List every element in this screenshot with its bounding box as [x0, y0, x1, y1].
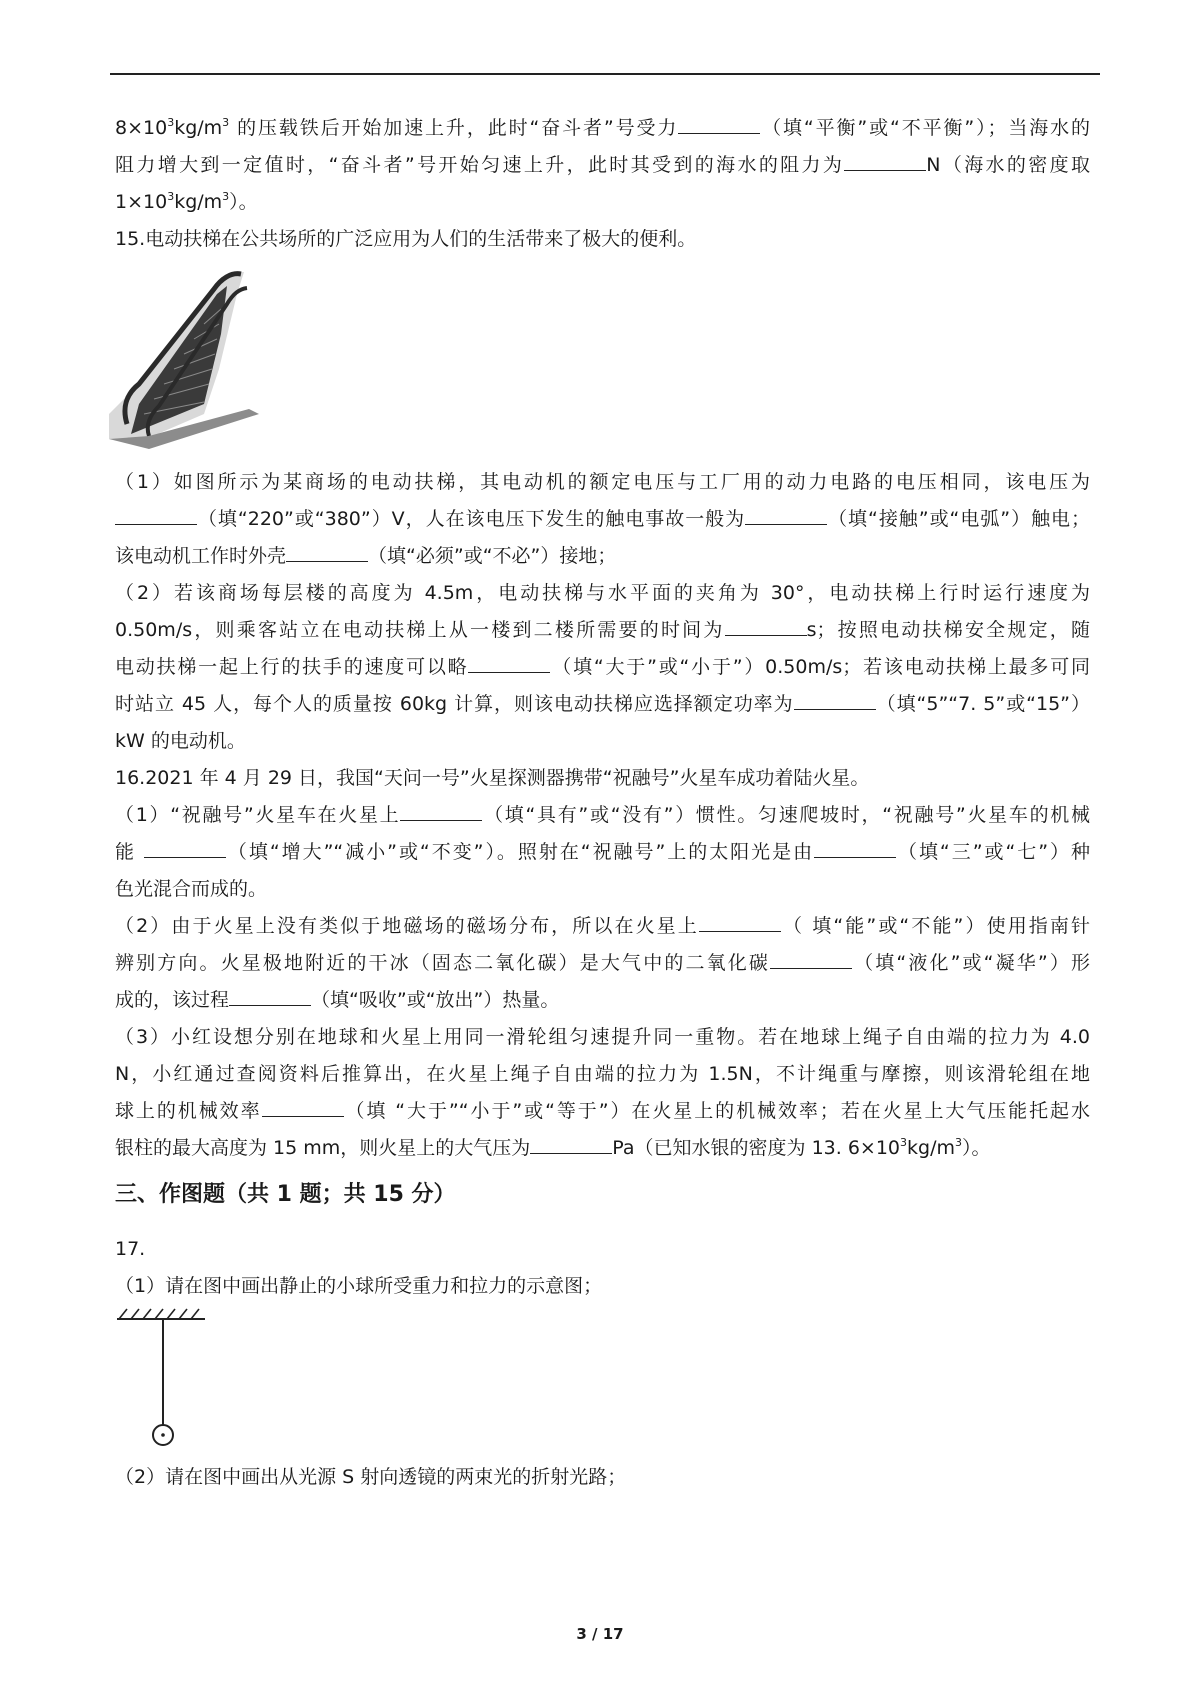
q15-stem: 15.电动扶梯在公共场所的广泛应用为人们的生活带来了极大的便利。 [115, 228, 697, 250]
escalator-image [109, 264, 259, 449]
q16-p2-line-1: （2）由于火星上没有类似于地磁场的磁场分布，所以在火星上 （ 填“能”或“不能”）使用指南针 [115, 908, 1090, 945]
q16-p1-line-1: （1）“祝融号”火星车在火星上 （填“具有”或“没有”）惯性。匀速爬坡时，“祝融号”火星车的机械 [115, 797, 1090, 834]
answer-blank[interactable] [229, 983, 311, 1006]
answer-blank[interactable] [144, 835, 226, 858]
q16-p3-line-3: 球上的机械效率 （填 “大于”“小于”或“等于”）在火星上的机械效率；若在火星上大气压能托起水 [115, 1093, 1090, 1130]
answer-blank[interactable] [699, 909, 781, 932]
answer-blank[interactable] [262, 1094, 344, 1117]
answer-blank[interactable] [530, 1131, 612, 1154]
q16-p3-line-4: 银柱的最大高度为 15 mm，则火星上的大气压为 Pa（已知水银的密度为 13. $6\times 10^3kg/m^3$）。 [115, 1130, 1090, 1167]
q16-p3-line-1: （3）小红设想分别在地球和火星上用同一滑轮组匀速提升同一重物。若在地球上绳子自由端的拉力为 4.0 [115, 1026, 1090, 1048]
answer-blank[interactable] [745, 502, 827, 525]
escalator-figure [109, 264, 1090, 456]
q15-p2-line-1: （2）若该商场每层楼的高度为 4.5m，电动扶梯与水平面的夹角为 30°，电动扶梯上行时运行速度为 [115, 582, 1090, 604]
answer-blank[interactable] [286, 539, 368, 562]
q16-p2-line-3: 成的，该过程 （填“吸收”或“放出”）热量。 [115, 982, 1090, 1019]
q16-stem: 16.2021 年 4 月 29 日，我国“天问一号”火星探测器携带“祝融号”火星车成功着陆火星。 [115, 767, 870, 789]
answer-blank[interactable] [400, 798, 482, 821]
q16-p1-line-2: 能 （填“增大”“减小”或“不变”）。照射在“祝融号”上的太阳光是由 （填“三”或“七”）种 [115, 834, 1090, 871]
answer-blank[interactable] [725, 613, 807, 636]
answer-blank[interactable] [770, 946, 852, 969]
q15-p2-line-3: 电动扶梯一起上行的扶手的速度可以略 （填“大于”或“小于”）0.50m/s；若该电动扶梯上最多可同 [115, 649, 1090, 686]
q15-p2-line-4: 时站立 45 人，每个人的质量按 60kg 计算，则该电动扶梯应选择额定功率为 （填“5”“7. 5”或“15”） [115, 686, 1090, 723]
answer-blank[interactable] [794, 687, 876, 710]
q15-p1-line-2: （填“220”或“380”）V，人在该电压下发生的触电事故一般为 （填“接触”或“电弧”）触电； [115, 501, 1090, 538]
pendulum-figure [107, 1307, 1090, 1457]
q16-p3-line-2: N，小红通过查阅资料后推算出，在火星上绳子自由端的拉力为 1.5N，不计绳重与摩擦，则该滑轮组在地 [115, 1063, 1090, 1085]
q15-p2-line-2: 0.50m/s，则乘客站立在电动扶梯上从一楼到二楼所需要的时间为 s；按照电动扶梯安全规定，随 [115, 612, 1090, 649]
q17-part-2: （2）请在图中画出从光源 S 射向透镜的两束光的折射光路； [115, 1466, 627, 1488]
page-content [115, 110, 1090, 1496]
answer-blank[interactable] [678, 111, 760, 134]
q14-line-2: 阻力增大到一定值时，“奋斗者”号开始匀速上升，此时其受到的海水的阻力为 N（海水的密度取 [115, 147, 1090, 184]
q14-line-3: $1\times 10^3kg/m^3$）。 [115, 190, 258, 213]
answer-blank[interactable] [468, 650, 550, 673]
q16-p1-line-3: 色光混合而成的。 [115, 878, 268, 900]
q15-p1-line-1: （1）如图所示为某商场的电动扶梯，其电动机的额定电压与工厂用的动力电路的电压相同，该电压为 [115, 471, 1090, 493]
q15-p2-line-5: kW 的电动机。 [115, 730, 246, 752]
q15-p1-line-3: 该电动机工作时外壳 （填“必须”或“不必”）接地； [115, 538, 1090, 575]
header-rule [110, 73, 1100, 75]
section-title: 三、作图题（共 1 题；共 15 分） [115, 1182, 456, 1207]
hanging-ball-diagram [107, 1307, 217, 1457]
page-number: 3 / 17 [576, 1625, 624, 1643]
q17-part-1: （1）请在图中画出静止的小球所受重力和拉力的示意图； [115, 1275, 603, 1297]
q17-stem: 17. [115, 1238, 146, 1260]
q16-p2-line-2: 辨别方向。火星极地附近的干冰（固态二氧化碳）是大气中的二氧化碳 （填“液化”或“凝华”）形 [115, 945, 1090, 982]
answer-blank[interactable] [844, 148, 926, 171]
answer-blank[interactable] [115, 502, 197, 525]
q14-line-1: $8\times 10^3kg/m^3$ 的压载铁后开始加速上升，此时“奋斗者”号受力 （填“平衡”或“不平衡”）；当海水的 [115, 110, 1090, 147]
answer-blank[interactable] [814, 835, 896, 858]
